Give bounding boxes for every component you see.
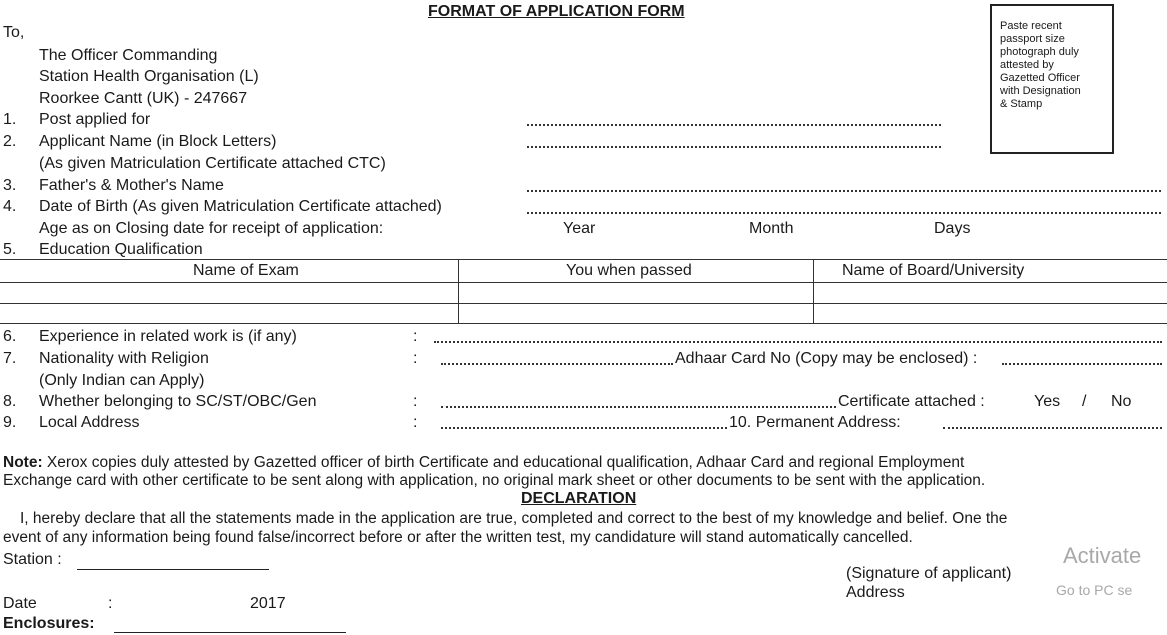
colon: : xyxy=(413,350,418,367)
photo-instruction-line: with Designation xyxy=(1000,85,1081,97)
photo-instruction-line: Paste recent xyxy=(1000,20,1062,32)
item-label-indian-only: (Only Indian can Apply) xyxy=(39,372,205,389)
local-address-field[interactable] xyxy=(441,427,727,429)
address-label: Address xyxy=(846,584,905,601)
item-label-parents: Father's & Mother's Name xyxy=(39,177,224,194)
item-label-nationality: Nationality with Religion xyxy=(39,350,209,367)
date-label: Date xyxy=(3,595,37,612)
item-label-age: Age as on Closing date for receipt of application: xyxy=(39,220,384,237)
option-separator: / xyxy=(1082,393,1087,410)
photo-instruction-line: Gazetted Officer xyxy=(1000,72,1080,84)
photo-instruction-line: & Stamp xyxy=(1000,98,1043,110)
table-header-year: You when passed xyxy=(566,262,692,279)
table-cell-exam[interactable] xyxy=(0,283,458,303)
colon: : xyxy=(413,393,418,410)
signature-label: (Signature of applicant) xyxy=(846,565,1012,582)
address-line: Station Health Organisation (L) xyxy=(39,68,259,85)
category-field[interactable] xyxy=(441,406,836,408)
item-number: 3. xyxy=(3,177,17,194)
table-border xyxy=(0,259,1167,260)
adhaar-label: Adhaar Card No (Copy may be enclosed) : xyxy=(675,350,978,367)
station-label: Station : xyxy=(3,551,62,568)
permanent-address-field[interactable] xyxy=(943,427,1162,429)
photo-instruction-line: attested by xyxy=(1000,59,1054,71)
item-label-name-note: (As given Matriculation Certificate attached CTC) xyxy=(39,155,386,172)
table-border xyxy=(0,303,1167,304)
enclosures-label: Enclosures: xyxy=(3,615,95,632)
item-number: 1. xyxy=(3,111,17,128)
photo-box xyxy=(990,4,1114,154)
item-label-name: Applicant Name (in Block Letters) xyxy=(39,133,277,150)
date-colon: : xyxy=(108,595,113,612)
adhaar-field[interactable] xyxy=(1002,363,1162,365)
note-line-1 xyxy=(3,454,964,472)
note-line-2: Exchange card with other certificate to be sent along with application, no original mark sheet or other documents to be sent with the application. xyxy=(3,472,986,489)
table-cell-year[interactable] xyxy=(459,283,813,303)
nationality-field[interactable] xyxy=(441,363,673,365)
note-label: Note: xyxy=(3,454,43,471)
age-month-label: Month xyxy=(749,220,794,237)
station-field[interactable] xyxy=(77,569,269,570)
photo-instruction-line: passport size xyxy=(1000,33,1065,45)
item-label-post: Post applied for xyxy=(39,111,151,128)
item-number: 9. xyxy=(3,414,17,431)
item-number: 8. xyxy=(3,393,17,410)
item-number: 2. xyxy=(3,133,17,150)
note-text: Xerox copies duly attested by Gazetted officer of birth Certificate and educational qualification, Adhaar Card and regional Employment xyxy=(42,454,965,471)
declaration-title: DECLARATION xyxy=(521,490,637,507)
address-line: Roorkee Cantt (UK) - 247667 xyxy=(39,90,248,107)
item-label-category: Whether belonging to SC/ST/OBC/Gen xyxy=(39,393,317,410)
enclosures-field[interactable] xyxy=(114,632,346,633)
to-label: To, xyxy=(3,24,25,41)
declaration-line-1: I, hereby declare that all the statements made in the application are true, completed and correct to the best of my knowledge and belief. One the xyxy=(20,510,1008,527)
parents-name-field[interactable] xyxy=(527,190,1161,192)
activate-watermark: Activate xyxy=(1063,543,1142,568)
permanent-address-label: 10. Permanent Address: xyxy=(729,414,901,431)
colon: : xyxy=(413,414,418,431)
item-number: 5. xyxy=(3,241,17,258)
table-header-board: Name of Board/University xyxy=(842,262,1025,279)
item-number: 6. xyxy=(3,328,17,345)
form-title: FORMAT OF APPLICATION FORM xyxy=(428,3,685,20)
table-header-exam: Name of Exam xyxy=(193,262,299,279)
item-label-local-address: Local Address xyxy=(39,414,140,431)
item-label-dob: Date of Birth (As given Matriculation Certificate attached) xyxy=(39,198,442,215)
age-days-label: Days xyxy=(934,220,971,237)
applicant-name-field[interactable] xyxy=(527,146,941,148)
address-line: The Officer Commanding xyxy=(39,47,218,64)
item-number: 4. xyxy=(3,198,17,215)
certificate-attached-label: Certificate attached : xyxy=(838,393,985,410)
declaration-line-2: event of any information being found false/incorrect before or after the written test, my candidature will stand automatically cancelled. xyxy=(3,529,913,546)
date-year: 2017 xyxy=(250,595,286,612)
experience-field[interactable] xyxy=(434,341,1162,343)
post-field[interactable] xyxy=(527,124,941,126)
age-year-label: Year xyxy=(563,220,596,237)
item-label-experience: Experience in related work is (if any) xyxy=(39,328,297,345)
activate-watermark-sub: Go to PC se xyxy=(1056,582,1133,598)
photo-instruction-line: photograph duly xyxy=(1000,46,1079,58)
yes-option[interactable]: Yes xyxy=(1034,393,1061,410)
no-option[interactable]: No xyxy=(1111,393,1132,410)
table-cell-board[interactable] xyxy=(814,283,1167,303)
table-border xyxy=(0,323,1167,324)
item-label-education: Education Qualification xyxy=(39,241,203,258)
colon: : xyxy=(413,328,418,345)
dob-field[interactable] xyxy=(527,212,1161,214)
item-number: 7. xyxy=(3,350,17,367)
